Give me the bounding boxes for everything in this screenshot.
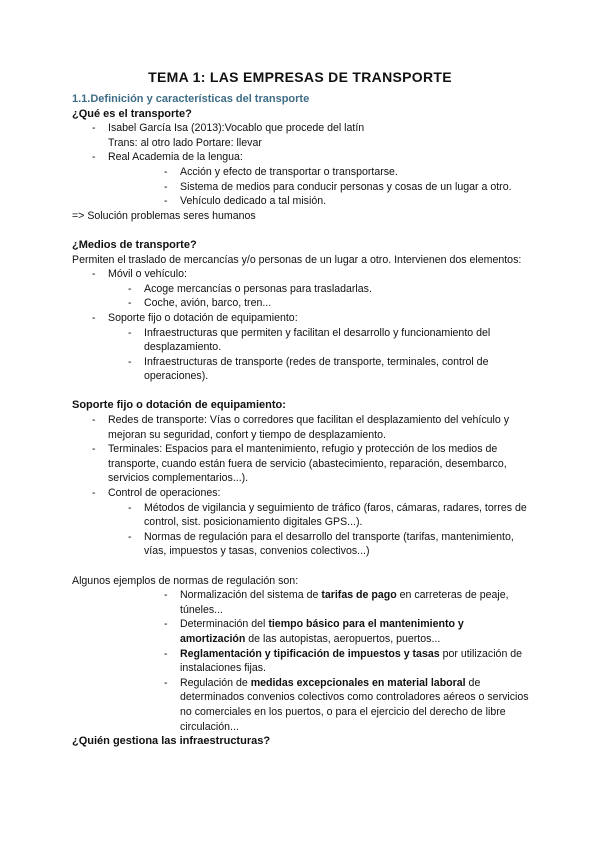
- list-subitem: - Vehículo dedicado a tal misión.: [72, 194, 532, 209]
- list-item: - Móvil o vehículo:: [72, 267, 532, 282]
- list-subitem: - Regulación de medidas excepcionales en material laboral de determinados convenios colectivos como controladores aéreos o servicios no comerciales en los puertos, o para el ejercicio del derecho de libre circulación...: [72, 676, 532, 734]
- conclusion-text: => Solución problemas seres humanos: [72, 209, 256, 222]
- list-item: - Control de operaciones:: [72, 486, 532, 501]
- heading-que-es: ¿Qué es el transporte?: [72, 107, 192, 120]
- document-body: [72, 92, 532, 749]
- list-subitem: - Infraestructuras que permiten y facilitan el desarrollo y funcionamiento del desplazamiento.: [72, 326, 532, 355]
- heading-quien-gestiona: ¿Quién gestiona las infraestructuras?: [72, 735, 271, 748]
- list-item: - Real Academia de la lengua:: [72, 150, 532, 165]
- paragraph: Permiten el traslado de mercancías y/o personas de un lugar a otro. Intervienen dos elementos:: [72, 253, 522, 266]
- document-title: TEMA 1: LAS EMPRESAS DE TRANSPORTE: [148, 69, 452, 85]
- list-subitem: - Sistema de medios para conducir personas y cosas de un lugar a otro.: [72, 180, 532, 195]
- heading-medios: ¿Medios de transporte?: [72, 238, 197, 251]
- list-item: - Soporte fijo o dotación de equipamiento:: [72, 311, 532, 326]
- list-subitem: - Determinación del tiempo básico para el mantenimiento y amortización de las autopistas, aeropuertos, puertos...: [72, 617, 532, 646]
- heading-soporte-fijo: Soporte fijo o dotación de equipamiento:: [72, 399, 286, 412]
- list-subitem: - Acoge mercancías o personas para trasladarlas.: [72, 282, 532, 297]
- list-subitem: - Normas de regulación para el desarrollo del transporte (tarifas, mantenimiento, vías, impuestos y tasas, convenios colectivos...): [72, 530, 532, 559]
- list-subitem: - Infraestructuras de transporte (redes de transporte, terminales, control de operaciones).: [72, 355, 532, 384]
- section-subtitle: 1.1.Definición y características del transporte: [72, 93, 310, 105]
- list-item: - Terminales: Espacios para el mantenimiento, refugio y protección de los medios de transporte, cuando están fuera de servicio (abastecimiento, reparación, desembarco, servicios complementarios...).: [72, 442, 532, 486]
- list-subitem: - Coche, avión, barco, tren...: [72, 296, 532, 311]
- paragraph: Algunos ejemplos de normas de regulación son:: [72, 574, 299, 587]
- list-subitem: - Métodos de vigilancia y seguimiento de tráfico (faros, cámaras, radares, torres de control, sist. posicionamiento digitales GPS...).: [72, 501, 532, 530]
- list-item: - Isabel García Isa (2013):Vocablo que procede del latín Trans: al otro lado Portare: llevar: [72, 121, 532, 150]
- list-subitem: - Normalización del sistema de tarifas de pago en carreteras de peaje, túneles...: [72, 588, 532, 617]
- list-subitem: - Reglamentación y tipificación de impuestos y tasas por utilización de instalaciones fijas.: [72, 647, 532, 676]
- list-item: - Redes de transporte: Vías o corredores que facilitan el desplazamiento del vehículo y mejoran su seguridad, confort y tiempo de desplazamiento.: [72, 413, 532, 442]
- list-subitem: - Acción y efecto de transportar o transportarse.: [72, 165, 532, 180]
